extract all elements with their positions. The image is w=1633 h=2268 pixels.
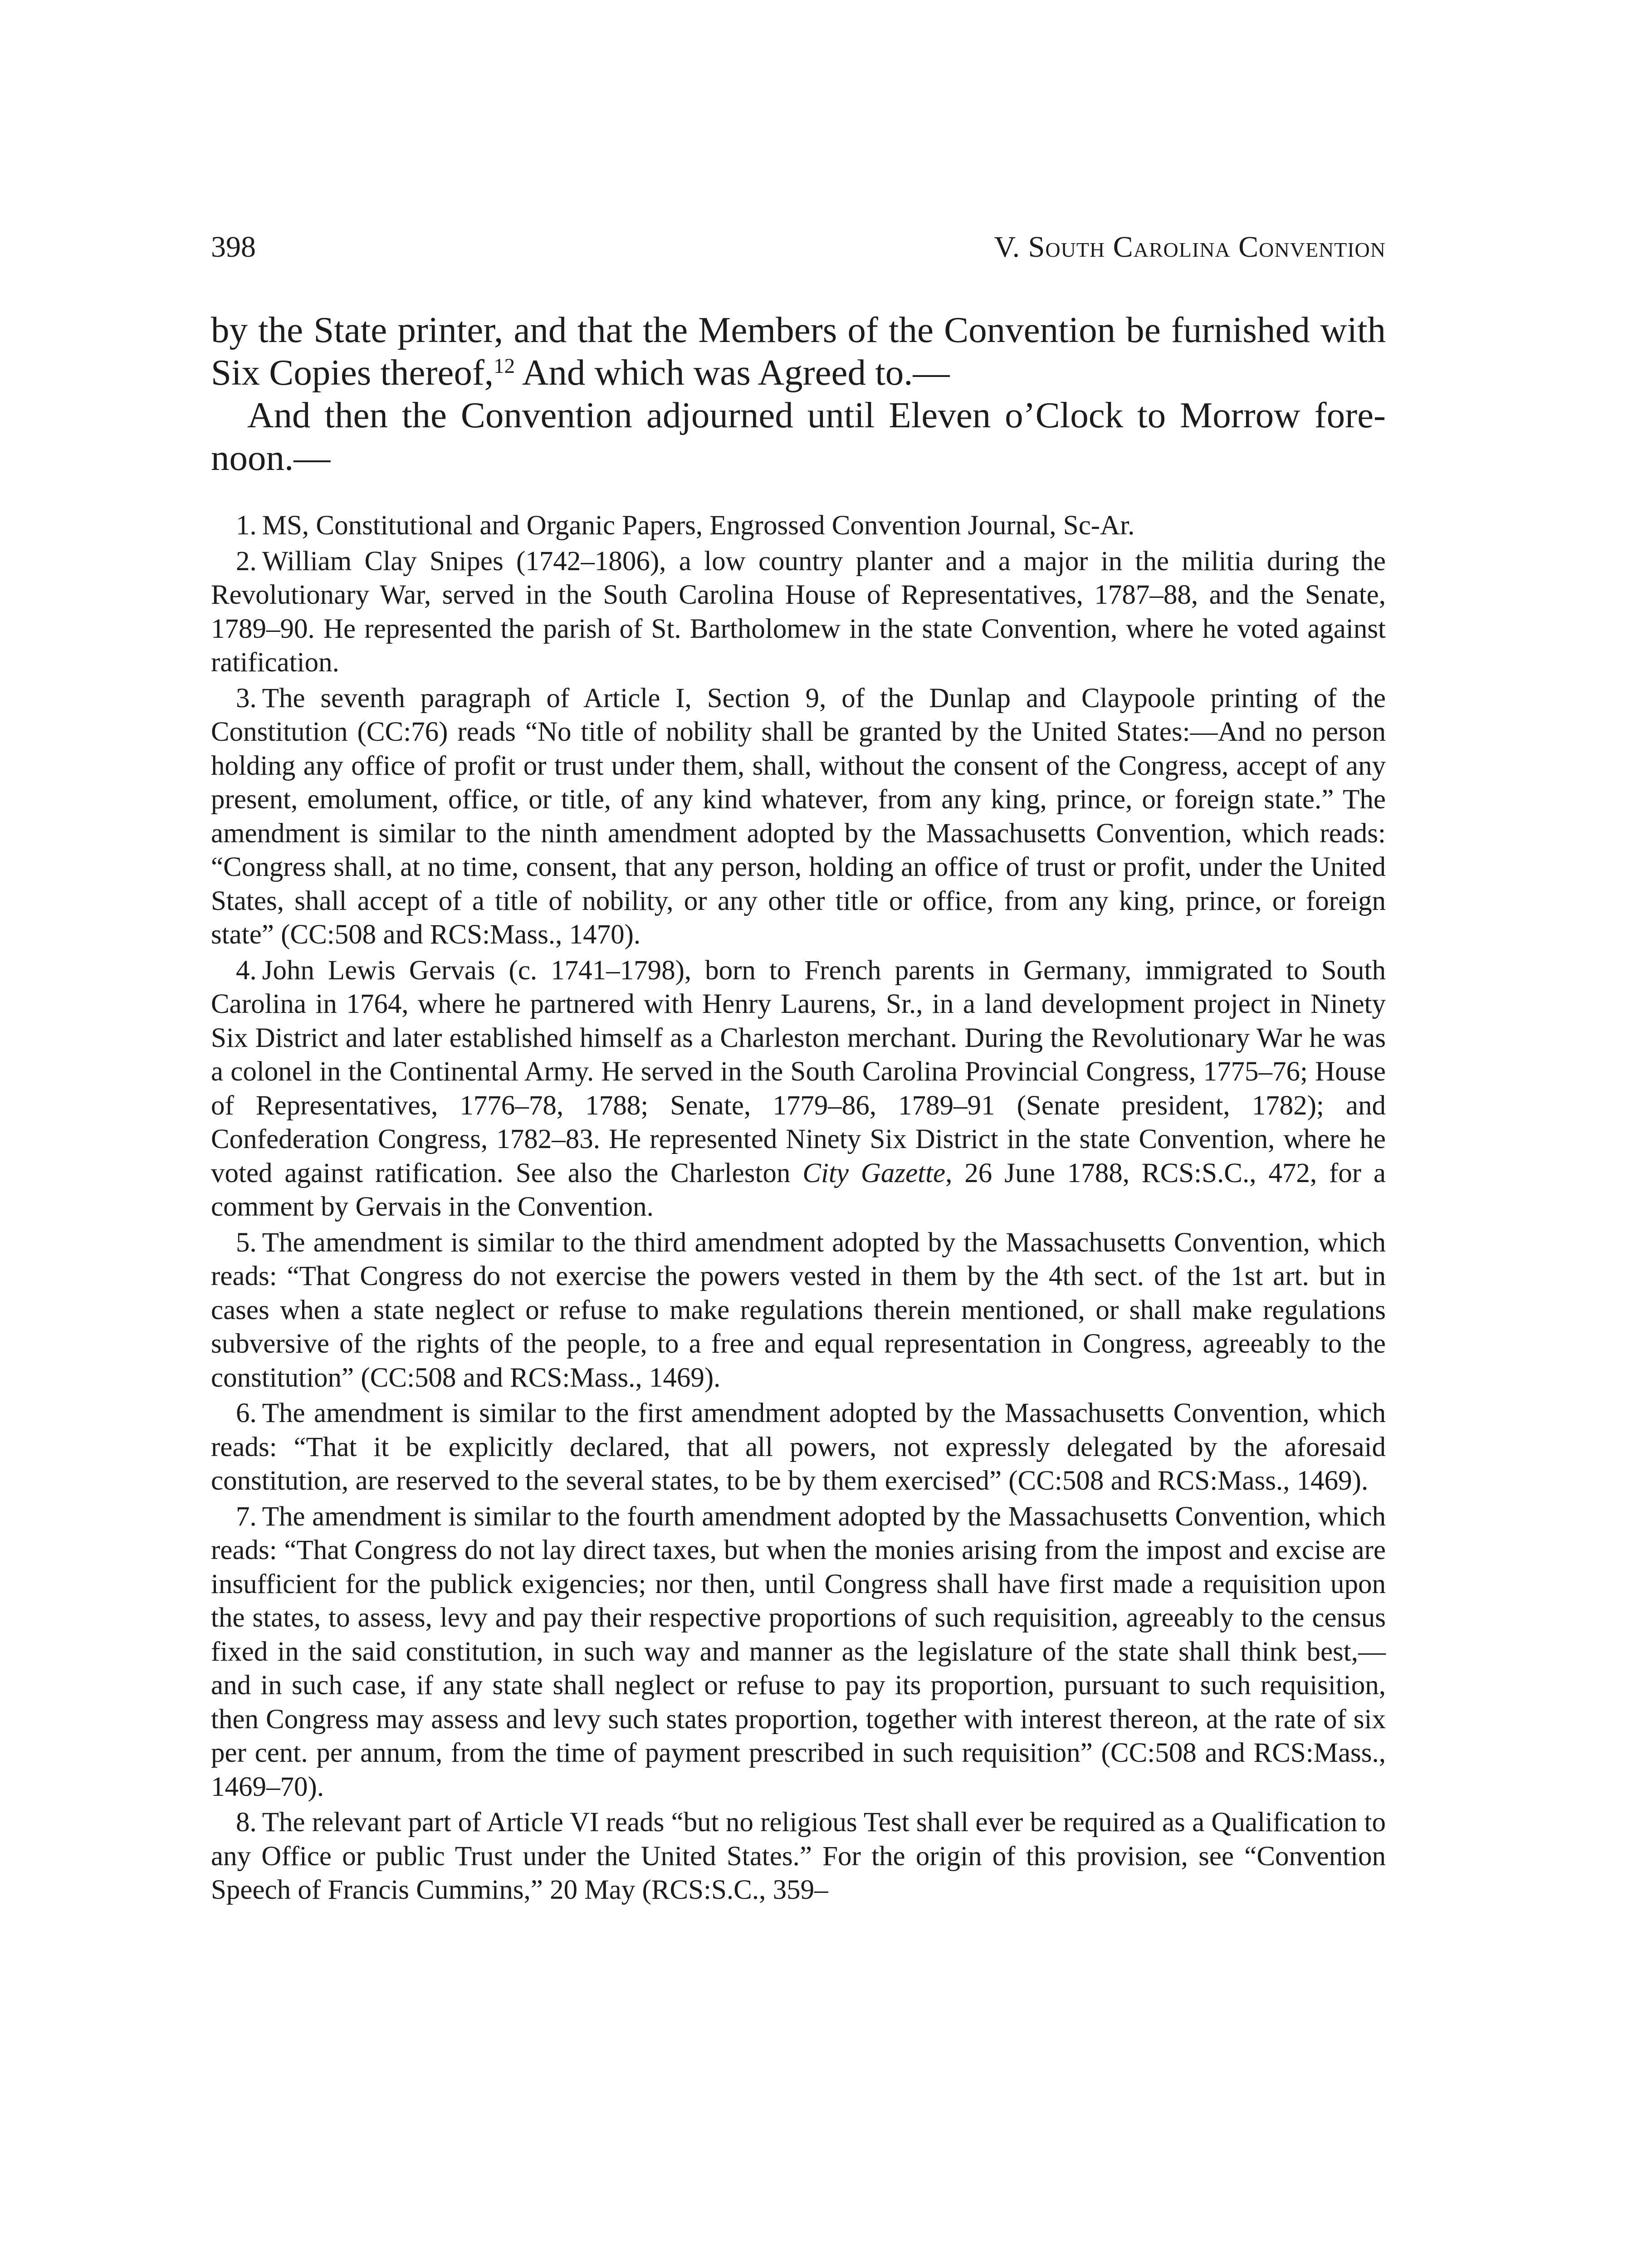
- footnote-text: The relevant part of Article VI reads “but no religious Test shall ever be required as a Qualification to any Office or public Trust under the United States.” For the origin of this provision, see “Convention Speech of Francis Cummins,” 20 May (RCS:S.C., 359–: [211, 1807, 1386, 1905]
- main-text: [211, 308, 1386, 479]
- footnote-reference: 12: [494, 354, 515, 378]
- page-number: 398: [211, 230, 256, 264]
- section-title: V. South Carolina Convention: [994, 230, 1386, 264]
- footnote-number: 6.: [236, 1398, 257, 1428]
- main-paragraph-text: And which was Agreed to.—: [515, 352, 950, 393]
- document-page: [211, 229, 1386, 1909]
- footnote-number: 3.: [236, 683, 257, 714]
- footnote-2: [211, 545, 1386, 680]
- footnote-text: MS, Constitutional and Organic Papers, Engrossed Convention Journal, Sc-Ar.: [262, 510, 1135, 541]
- footnote-1: [211, 509, 1386, 543]
- footnotes: [211, 509, 1386, 1907]
- main-paragraph: And then the Convention adjourned until Eleven o’Clock to Morrow fore-noon.—: [211, 395, 1386, 478]
- footnote-7: [211, 1500, 1386, 1804]
- footnote-number: 8.: [236, 1807, 257, 1838]
- footnote-number: 4.: [236, 955, 257, 986]
- footnote-text: The amendment is similar to the first amendment adopted by the Massachusetts Convention, which reads: “That it be explicitly declared, that all powers, not expressly delegated by the aforesaid constitution, are reserved to the several states, to be by them exercised” (CC:508 and RCS:Mass., 1469).: [211, 1398, 1386, 1496]
- newspaper-title: City Gazette: [802, 1158, 946, 1188]
- footnote-text: The seventh paragraph of Article I, Section 9, of the Dunlap and Claypoole printing of the Constitution (CC:76) reads “No title of nobility shall be granted by the United States:—And no person holding any office of profit or trust under them, shall, without the consent of the Congress, accept of any present, emolument, office, or title, of any kind whatever, from any king, prince, or foreign state.” The amendment is similar to the ninth amendment adopted by the Massachusetts Convention, which reads: “Congress shall, at no time, consent, that any person, holding an office of trust or profit, under the United States, shall accept of a title of nobility, or any other title or office, from any king, prince, or foreign state” (CC:508 and RCS:Mass., 1470).: [211, 683, 1386, 950]
- main-paragraph-text: by the State printer, and that the Members of the Convention be furnished with Six Copies thereof,: [211, 309, 1386, 393]
- footnote-number: 2.: [236, 546, 257, 577]
- footnote-8: [211, 1806, 1386, 1907]
- main-paragraph: [211, 308, 1386, 394]
- footnote-number: 7.: [236, 1501, 257, 1532]
- footnote-6: [211, 1397, 1386, 1498]
- footnote-text: , 26 June 1788, RCS:S.C., 472, for a comment by Gervais in the Convention.: [211, 1158, 1386, 1222]
- footnote-3: [211, 682, 1386, 952]
- footnote-number: 1.: [236, 510, 257, 541]
- running-head: [211, 229, 1386, 265]
- footnote-5: [211, 1226, 1386, 1395]
- footnote-text: John Lewis Gervais (c. 1741–1798), born to French parents in Germany, immigrated to South Carolina in 1764, where he partnered with Henry Laurens, Sr., in a land development project in Ninety Six District and later established himself as a Charleston merchant. During the Revolutionary War he was a colonel in the Continental Army. He served in the South Carolina Provincial Congress, 1775–76; House of Representatives, 1776–78, 1788; Senate, 1779–86, 1789–91 (Senate president, 1782); and Confederation Congress, 1782–83. He represented Ninety Six District in the state Convention, where he voted against ratification. See also the Charleston: [211, 955, 1386, 1188]
- footnote-text: The amendment is similar to the fourth amendment adopted by the Massachusetts Convention, which reads: “That Congress do not lay direct taxes, but when the monies arising from the impost and excise are insufficient for the publick exigencies; nor then, until Congress shall have first made a requisition upon the states, to assess, levy and pay their respective proportions of such requisition, agreeably to the census fixed in the said constitution, in such way and manner as the legislature of the state shall think best,— and in such case, if any state shall neglect or refuse to pay its proportion, pursuant to such requisition, then Congress may assess and levy such states proportion, together with interest thereon, at the rate of six per cent. per annum, from the time of payment prescribed in such requisition” (CC:508 and RCS:Mass., 1469–70).: [211, 1501, 1386, 1802]
- footnote-4: [211, 954, 1386, 1224]
- footnote-text: William Clay Snipes (1742–1806), a low country planter and a major in the militia during the Revolutionary War, served in the South Carolina House of Representatives, 1787–88, and the Senate, 1789–90. He represented the parish of St. Bartholomew in the state Convention, where he voted against ratification.: [211, 546, 1386, 678]
- footnote-number: 5.: [236, 1227, 257, 1258]
- footnote-text: The amendment is similar to the third amendment adopted by the Massachusetts Convention, which reads: “That Congress do not exercise the powers vested in them by the 4th sect. of the 1st art. but in cases when a state neglect or refuse to make regulations therein mentioned, or shall make regulations subversive of the rights of the people, to a free and equal representation in Congress, agreeably to the constitution” (CC:508 and RCS:Mass., 1469).: [211, 1227, 1386, 1393]
